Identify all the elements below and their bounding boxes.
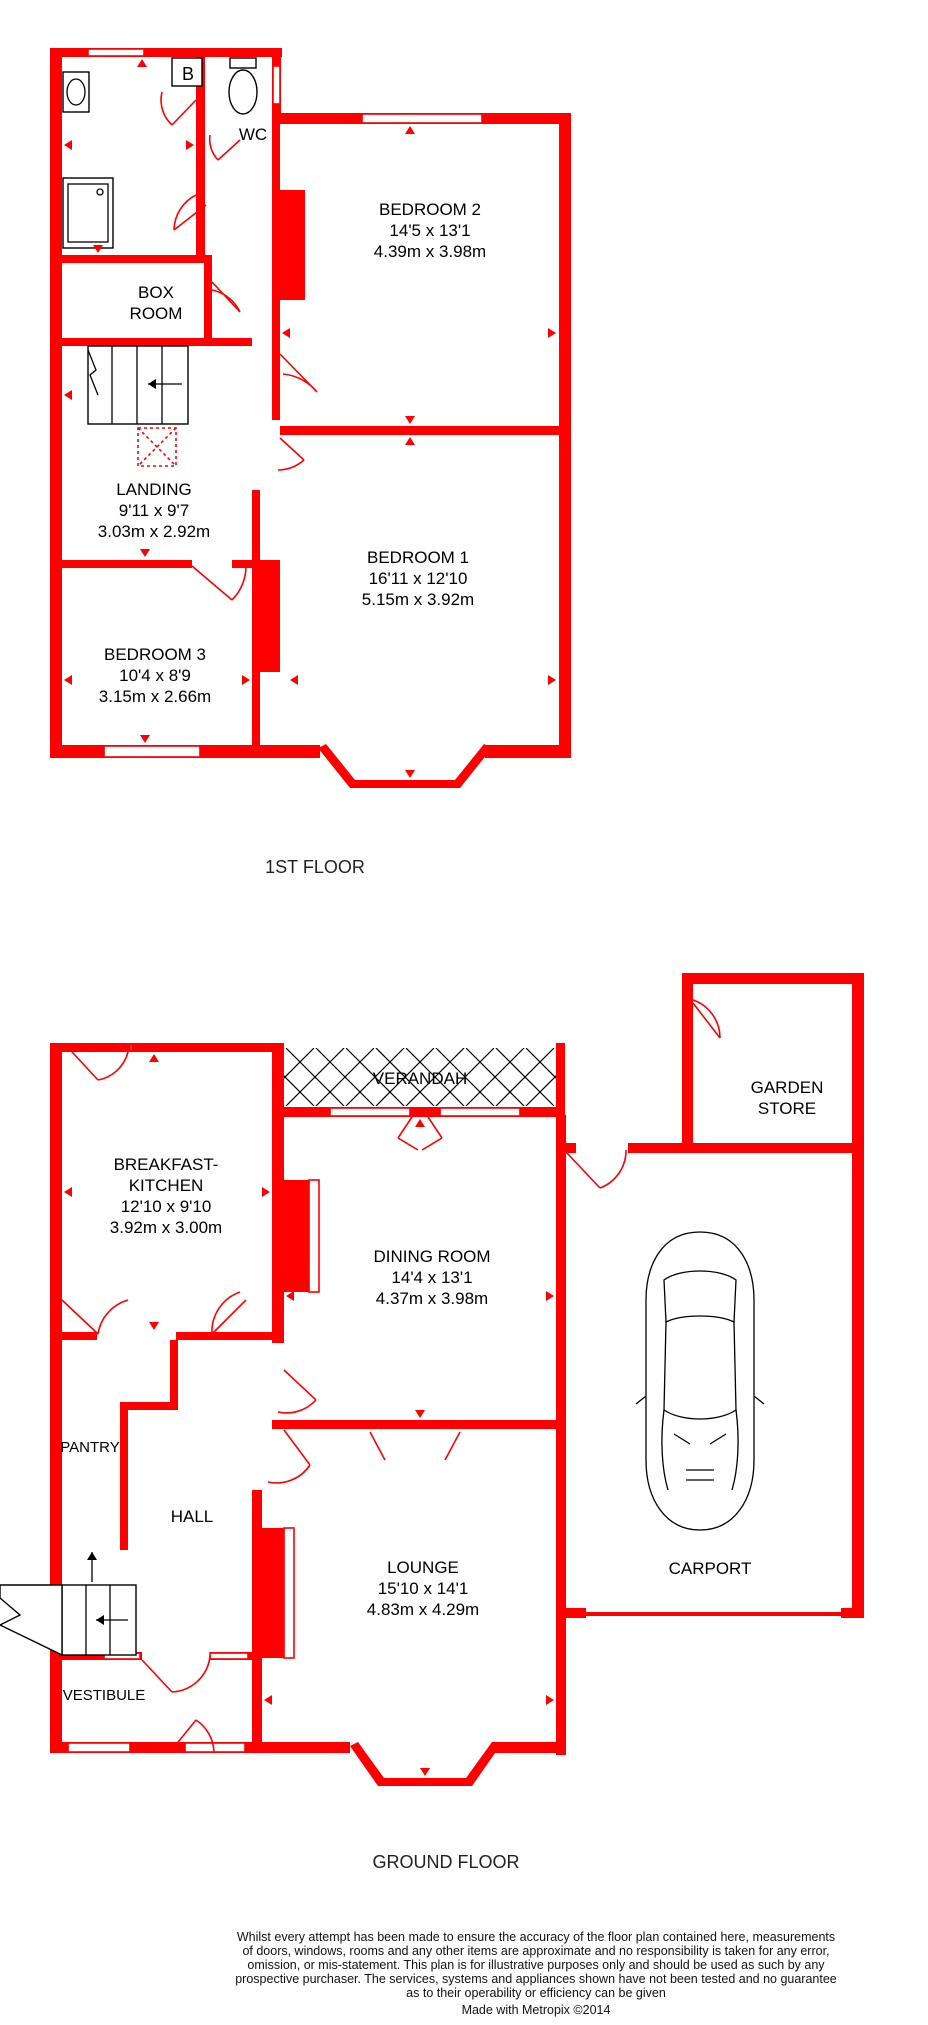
wall xyxy=(682,973,693,1153)
door-swing xyxy=(62,1300,128,1334)
first-floor-title: 1ST FLOOR xyxy=(265,857,365,877)
box-room-label: BOX xyxy=(138,283,174,302)
wc-label: WC xyxy=(238,125,268,144)
wall xyxy=(252,1490,262,1750)
wall xyxy=(492,1742,566,1753)
wall xyxy=(682,973,864,984)
window xyxy=(440,1108,520,1116)
wall xyxy=(280,426,571,435)
wall xyxy=(556,1143,576,1153)
bay-window xyxy=(350,1742,500,1786)
garden-store-label: GARDEN xyxy=(750,1078,824,1097)
bedroom1-metric: 5.15m x 3.92m xyxy=(361,590,475,609)
wall xyxy=(50,48,282,57)
door-swing xyxy=(693,1000,720,1038)
chimney-breast xyxy=(252,560,280,672)
landing-name: LANDING xyxy=(116,480,192,499)
wall xyxy=(586,1612,841,1616)
wall xyxy=(556,1608,586,1618)
wall xyxy=(50,48,62,758)
door-swing xyxy=(72,1052,128,1080)
wall xyxy=(272,1043,284,1343)
wall xyxy=(62,255,212,263)
door-swing xyxy=(278,1370,316,1413)
car-icon xyxy=(636,1232,764,1530)
bedroom1-name: BEDROOM 1 xyxy=(366,548,470,567)
wall xyxy=(272,120,280,420)
wall xyxy=(841,1608,864,1618)
window xyxy=(273,66,280,104)
stair-arrow-head xyxy=(87,1552,97,1560)
wall xyxy=(556,1115,566,1755)
bedroom3-metric: 3.15m x 2.66m xyxy=(98,687,212,706)
dining-room-name: DINING ROOM xyxy=(373,1247,491,1266)
wall xyxy=(62,338,252,346)
landing-imperial: 9'11 x 9'7 xyxy=(118,501,190,520)
door-swing xyxy=(566,1150,626,1188)
hall-label: HALL xyxy=(170,1507,214,1526)
door-swing xyxy=(268,1430,310,1483)
door-swing xyxy=(370,1432,385,1460)
window xyxy=(104,746,200,757)
dining-room-metric: 4.37m x 3.98m xyxy=(375,1289,489,1308)
bay-window xyxy=(318,744,492,788)
credit-line: Made with Metropix ©2014 xyxy=(461,2003,611,2017)
door-swing xyxy=(445,1432,460,1460)
box-room-label: ROOM xyxy=(129,304,183,323)
carport-label: CARPORT xyxy=(668,1559,752,1578)
fireplace-hearth xyxy=(309,1180,319,1292)
bedroom3-imperial: 10'4 x 8'9 xyxy=(119,666,191,685)
toilet-cistern xyxy=(230,58,256,68)
wall xyxy=(485,745,571,758)
vestibule-label: VESTIBULE xyxy=(62,1687,146,1704)
toilet-pan xyxy=(229,70,257,114)
bedroom2-metric: 4.39m x 3.98m xyxy=(373,242,487,261)
window xyxy=(330,1108,410,1116)
dining-room-imperial: 14'4 x 13'1 xyxy=(391,1268,473,1287)
bedroom1-imperial: 16'11 x 12'10 xyxy=(368,569,468,588)
wall xyxy=(628,1143,864,1153)
staircase xyxy=(88,346,188,424)
chimney-breast xyxy=(284,1180,309,1292)
disclaimer-line: as to their operability or efficiency can be given xyxy=(406,1986,666,2000)
window xyxy=(362,114,482,123)
disclaimer-line: Whilst every attempt has been made to ensure the accuracy of the floor plan contained here, measurements xyxy=(236,1930,836,1944)
wall xyxy=(556,1043,565,1115)
chimney-breast xyxy=(280,190,305,300)
verandah-label: VERANDAH xyxy=(372,1069,468,1088)
lounge-imperial: 15'10 x 14'1 xyxy=(377,1579,469,1598)
window xyxy=(68,1743,130,1752)
shower-tray xyxy=(63,178,113,248)
wall xyxy=(250,1742,350,1753)
wall xyxy=(196,57,205,257)
wall xyxy=(170,1340,178,1408)
wall xyxy=(120,1402,128,1550)
wall xyxy=(559,113,571,758)
pantry-label: PANTRY xyxy=(60,1439,120,1456)
fireplace-hearth xyxy=(284,1528,294,1658)
kitchen-imperial: 12'10 x 9'10 xyxy=(120,1197,212,1216)
door-swing xyxy=(278,438,304,470)
wall xyxy=(62,560,192,568)
door-swing xyxy=(280,354,317,392)
wall xyxy=(852,973,864,1618)
bedroom2-name: BEDROOM 2 xyxy=(378,200,482,219)
window xyxy=(130,1044,132,1051)
boiler-label: B xyxy=(181,64,195,84)
door-swing xyxy=(212,282,240,312)
door-swing xyxy=(212,1292,246,1334)
bedroom3-name: BEDROOM 3 xyxy=(103,645,207,664)
kitchen-name: BREAKFAST- xyxy=(113,1155,219,1174)
wall xyxy=(120,1402,178,1410)
door-swing xyxy=(192,566,246,600)
door-swing xyxy=(161,92,196,125)
ground-floor-title: GROUND FLOOR xyxy=(372,1852,520,1872)
window xyxy=(185,1743,245,1752)
garden-store-label: STORE xyxy=(757,1099,817,1118)
disclaimer-line: omission, or mis-statement. This plan is for illustrative purposes only and should be used as such by any xyxy=(247,1958,825,1972)
window xyxy=(88,49,144,56)
wall xyxy=(50,1043,282,1052)
wall xyxy=(272,1420,562,1429)
kitchen-metric: 3.92m x 3.00m xyxy=(109,1218,223,1237)
chimney-breast xyxy=(262,1528,284,1658)
landing-metric: 3.03m x 2.92m xyxy=(97,522,211,541)
lounge-name: LOUNGE xyxy=(387,1558,459,1577)
disclaimer-line: of doors, windows, rooms and any other items are approximate and no responsibility is taken for any error, xyxy=(242,1944,830,1958)
kitchen-name: KITCHEN xyxy=(128,1176,204,1195)
disclaimer xyxy=(235,1930,837,2017)
disclaimer-line: prospective purchaser. The services, systems and appliances shown have not been tested and no guarantee xyxy=(235,1972,837,1986)
first-floor-plan xyxy=(50,48,571,877)
lounge-metric: 4.83m x 4.29m xyxy=(366,1600,480,1619)
wall xyxy=(62,1332,97,1340)
wall xyxy=(176,1332,280,1340)
door-swing xyxy=(142,1656,210,1692)
wall xyxy=(204,258,212,344)
stair-break xyxy=(0,1585,62,1655)
window xyxy=(210,1653,248,1659)
ground-floor-plan xyxy=(0,973,864,1872)
bedroom2-imperial: 14'5 x 13'1 xyxy=(389,221,471,240)
door-swing xyxy=(210,135,240,160)
